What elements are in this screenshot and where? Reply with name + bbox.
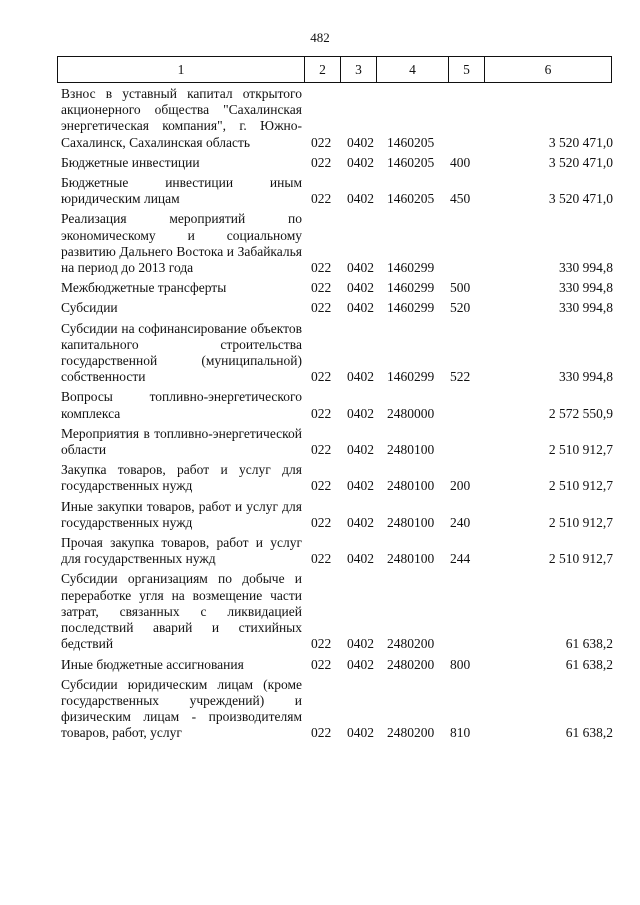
table-row xyxy=(0,677,640,746)
row-csr: 2480200 xyxy=(387,636,435,652)
row-amount: 2 572 550,9 xyxy=(548,405,613,421)
row-csr: 2480100 xyxy=(387,514,435,530)
table-row xyxy=(0,657,640,677)
row-rz: 0402 xyxy=(347,478,374,494)
row-ved: 022 xyxy=(311,405,332,421)
row-csr: 2480100 xyxy=(387,442,435,458)
row-vr: 520 xyxy=(450,300,471,316)
row-description: Закупка товаров, работ и услуг для государственных нужд xyxy=(61,462,302,494)
table-row xyxy=(0,211,640,280)
row-description: Субсидии организациям по добыче и переработке угля на возмещение части затрат, связанных с ликвидацией последствий аварий и стихийных бедствий xyxy=(61,571,302,652)
row-description: Мероприятия в топливно-энергетической области xyxy=(61,425,302,458)
row-csr: 2480000 xyxy=(387,405,435,421)
row-amount: 61 638,2 xyxy=(565,656,613,672)
table-row xyxy=(0,300,640,320)
row-vr: 200 xyxy=(450,478,471,494)
row-amount: 2 510 912,7 xyxy=(548,551,613,567)
row-amount: 330 994,8 xyxy=(559,369,613,385)
header-col-5: 5 xyxy=(449,57,485,83)
row-description: Бюджетные инвестиции иным юридическим лицам xyxy=(61,175,302,207)
row-csr: 1460299 xyxy=(387,260,435,276)
row-description: Вопросы топливно-энергетического комплекса xyxy=(61,389,302,421)
row-rz: 0402 xyxy=(347,551,374,567)
row-ved: 022 xyxy=(311,154,332,170)
row-csr: 1460299 xyxy=(387,369,435,385)
row-ved: 022 xyxy=(311,134,332,150)
table-row xyxy=(0,499,640,535)
row-description: Бюджетные инвестиции xyxy=(61,154,200,170)
row-amount: 3 520 471,0 xyxy=(548,154,613,170)
table-row xyxy=(0,535,640,571)
row-rz: 0402 xyxy=(347,134,374,150)
row-vr: 810 xyxy=(450,725,471,741)
row-vr: 400 xyxy=(450,154,471,170)
row-vr: 240 xyxy=(450,514,471,530)
header-col-4: 4 xyxy=(377,57,449,83)
row-rz: 0402 xyxy=(347,191,374,207)
row-rz: 0402 xyxy=(347,514,374,530)
row-amount: 2 510 912,7 xyxy=(548,442,613,458)
row-rz: 0402 xyxy=(347,154,374,170)
row-ved: 022 xyxy=(311,442,332,458)
row-csr: 2480200 xyxy=(387,725,435,741)
table-header xyxy=(57,56,612,83)
row-amount: 330 994,8 xyxy=(559,260,613,276)
row-rz: 0402 xyxy=(347,260,374,276)
row-vr: 500 xyxy=(450,280,471,296)
row-rz: 0402 xyxy=(347,405,374,421)
table-row xyxy=(0,86,640,155)
row-ved: 022 xyxy=(311,300,332,316)
row-ved: 022 xyxy=(311,636,332,652)
row-description: Субсидии xyxy=(61,300,118,316)
row-vr: 522 xyxy=(450,369,471,385)
row-ved: 022 xyxy=(311,280,332,296)
row-ved: 022 xyxy=(311,551,332,567)
table-row xyxy=(0,426,640,462)
row-ved: 022 xyxy=(311,478,332,494)
page-number: 482 xyxy=(310,30,330,45)
row-amount: 330 994,8 xyxy=(559,300,613,316)
header-col-2: 2 xyxy=(305,57,341,83)
row-rz: 0402 xyxy=(347,280,374,296)
row-vr: 244 xyxy=(450,551,471,567)
row-amount: 61 638,2 xyxy=(565,725,613,741)
table-row xyxy=(0,175,640,211)
table-row xyxy=(0,571,640,656)
row-amount: 2 510 912,7 xyxy=(548,478,613,494)
row-rz: 0402 xyxy=(347,442,374,458)
row-vr: 800 xyxy=(450,656,471,672)
row-ved: 022 xyxy=(311,369,332,385)
row-description: Реализация мероприятий по экономическому и социальному развитию Дальнего Востока и Забайкалья на период до 2013 года xyxy=(61,211,302,276)
table-row xyxy=(0,462,640,498)
table-row xyxy=(0,280,640,300)
row-ved: 022 xyxy=(311,191,332,207)
row-description: Прочая закупка товаров, работ и услуг для государственных нужд xyxy=(61,535,302,567)
row-description: Субсидии на софинансирование объектов капитального строительства государственной (муниципальной) собственности xyxy=(61,320,302,385)
row-amount: 3 520 471,0 xyxy=(548,191,613,207)
row-description: Взнос в уставный капитал открытого акционерного общества "Сахалинская энергетическая компания", г. Южно-Сахалинск, Сахалинская область xyxy=(61,86,302,150)
row-csr: 1460205 xyxy=(387,154,435,170)
row-rz: 0402 xyxy=(347,636,374,652)
row-amount: 330 994,8 xyxy=(559,280,613,296)
row-rz: 0402 xyxy=(347,369,374,385)
header-col-3: 3 xyxy=(341,57,377,83)
table-body xyxy=(0,86,640,746)
row-amount: 3 520 471,0 xyxy=(548,134,613,150)
row-rz: 0402 xyxy=(347,300,374,316)
header-col-6: 6 xyxy=(485,57,612,83)
row-description: Межбюджетные трансферты xyxy=(61,280,227,296)
table-row xyxy=(0,155,640,175)
row-csr: 2480200 xyxy=(387,656,435,672)
row-ved: 022 xyxy=(311,514,332,530)
table-row xyxy=(0,389,640,425)
row-description: Иные бюджетные ассигнования xyxy=(61,656,244,672)
row-csr: 2480100 xyxy=(387,551,435,567)
row-csr: 2480100 xyxy=(387,478,435,494)
row-rz: 0402 xyxy=(347,725,374,741)
row-csr: 1460205 xyxy=(387,191,435,207)
row-csr: 1460299 xyxy=(387,280,435,296)
row-vr: 450 xyxy=(450,191,471,207)
row-csr: 1460205 xyxy=(387,134,435,150)
row-csr: 1460299 xyxy=(387,300,435,316)
row-amount: 2 510 912,7 xyxy=(548,514,613,530)
row-description: Иные закупки товаров, работ и услуг для государственных нужд xyxy=(61,498,302,530)
row-ved: 022 xyxy=(311,260,332,276)
row-amount: 61 638,2 xyxy=(565,636,613,652)
header-col-1: 1 xyxy=(58,57,305,83)
table-row xyxy=(0,321,640,390)
row-ved: 022 xyxy=(311,656,332,672)
row-description: Субсидии юридическим лицам (кроме государственных учреждений) и физическим лицам - производителям товаров, работ, услуг xyxy=(61,676,302,741)
row-ved: 022 xyxy=(311,725,332,741)
row-rz: 0402 xyxy=(347,656,374,672)
header-row xyxy=(58,57,612,83)
